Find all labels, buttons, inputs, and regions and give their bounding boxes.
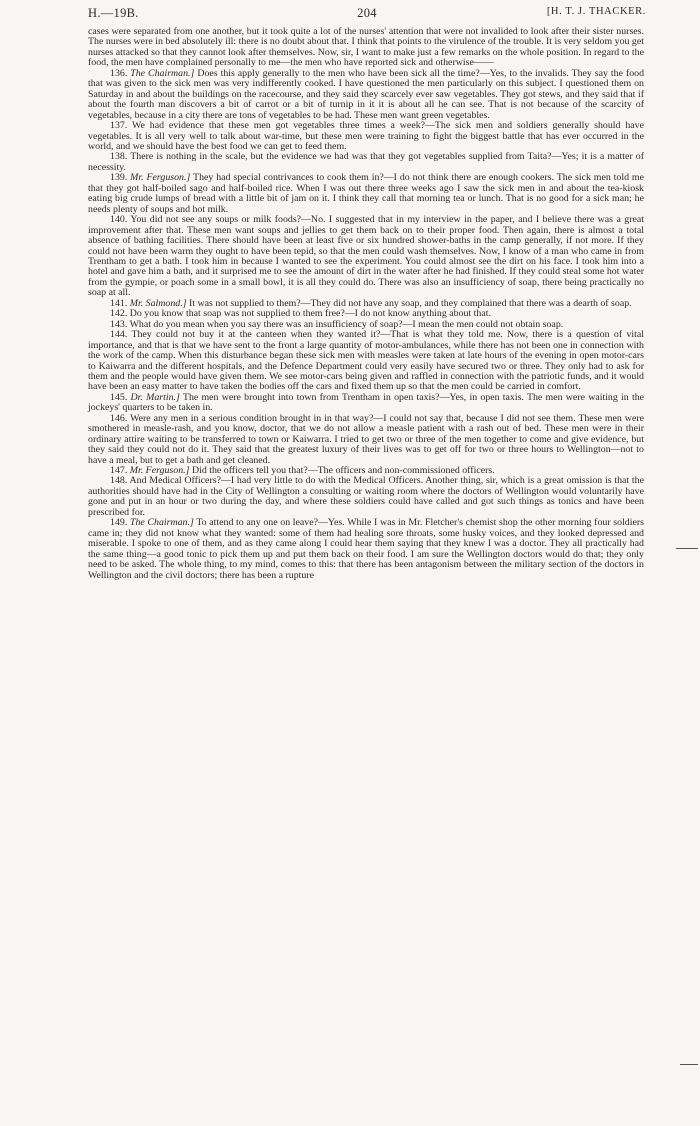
question-number: 146. [110, 412, 128, 424]
page-number: 204 [357, 6, 377, 20]
question-text: To attend to any one on leave?—Yes. While I was in Mr. Fletcher's chemist shop the other morning four soldiers came in; they did not know what they wanted: some of them had healing sore throats, some husky voices, and they looked depressed and miserable. I spoke to one of them, and as they came along I could hear them saying that they knew I was a doctor. They all practically had the same thing—a good tonic to pick them up and put them back on their food. I am sure the Wellington doctors would do that; they only need to be asked. The whole thing, to my mind, comes to this: that there has been antagonism between the military section of the doctors in Wellington and the civil doctors; there has been a rupture [88, 517, 645, 581]
question-number: 138. [110, 151, 128, 163]
question-text: There is nothing in the scale, but the evidence we had was that they got vegetables supplied from Taita?—Yes; it is a matter of necessity. [88, 151, 645, 173]
question-text: Were any men in a serious condition brought in in that way?—I could not say that, because I did not see them. These men were smothered in measle-rash, and you know, doctor, that we do not allow a measle patient with a rash out of bed. These men were in their ordinary attire waiting to be transferred to town or Kaiwarra. I tried to get two or three of the men together to come and give evidence, but they said they could not do it. They said that the greatest luxury of their lives was to get off for two or three hours to Wellington—not to have a meal, but to get a bath and get cleaned. [88, 412, 644, 466]
document-reference: H.—19B. [88, 6, 139, 20]
question-number: 147. [110, 465, 128, 477]
question-140 [88, 215, 644, 299]
speaker: The Chairman.] [129, 517, 194, 529]
question-text: And Medical Officers?—I had very little to do with the Medical Officers. Another thing, sir, which is a great omission is that the authorities should have had in the City of Wellington a consulting or waiting room where the doctors of Wellington would voluntarily have gone and put in an hour or two during the day, and where these soldiers could have called and got such things as tonics and have been prescribed for. [88, 475, 644, 518]
question-number: 144. [110, 329, 128, 341]
question-text: Did the officers tell you that?—The officers and non-commissioned officers. [191, 465, 495, 477]
question-text: We had evidence that these men got vegetables three times a week?—The sick men and soldiers generally should have vegetables. It is all very well to talk about war-time, but these men were training to fight the biggest battle that has ever occurred in the world, and we should have the best food we can get to feed them. [88, 120, 644, 152]
question-number: 145. [110, 391, 128, 403]
speaker: Mr. Ferguson.] [130, 172, 191, 184]
speaker: Dr. Martin.] [130, 391, 180, 403]
question-number: 140. [110, 214, 128, 226]
question-text: It was not supplied to them?—They did not have any soap, and they complained that there was a dearth of soap. [189, 297, 632, 309]
question-number: 141. [110, 297, 128, 309]
question-number: 139. [110, 172, 128, 184]
speaker: Mr. Ferguson.] [129, 465, 190, 477]
margin-mark [680, 1064, 698, 1065]
speaker: Mr. Salmond.] [129, 297, 187, 309]
question-146 [88, 414, 644, 466]
question-text: Does this apply generally to the men who have been sick all the time?—Yes, to the invalids. They say the food that was given to the sick men was very indifferently cooked. I have questioned the men particularly on this subject. I questioned them on Saturday in and about the buildings on the racecourse, and they said they scarcely ever saw vegetables. They got stews, and they said that if about the fourth man discovers a bit of carrot or a bit of turnip in it it is about all he can see. That is not because of the scarcity of vegetables, because in a city there are tons of vegetables to be had. These men want green vegetables. [88, 67, 645, 121]
question-number: 136. [110, 67, 128, 79]
question-text: You did not see any soups or milk foods?—No. I suggested that in my interview in the paper, and I believe there was a great improvement after that. These men want soups and jellies to get them back on to their proper food. Then again, there is almost a total absence of bathing facilities. There should have been at least five or six hundred shower-baths in the camp generally, if not more. If they could not have been warm they ought to have been tepid, so that the men could wash themselves. Now, I know of a man who came in from Trentham to get a bath. I took him in because I wanted to see the experiment. You could almost see the dirt on his face. I took him into a hotel and gave him a bath, and it surprised me to see the amount of dirt in the water after he had finished. If they could steal some hot water from the gympie, or poach some in a small bowl, it is all they could do. There was also an insufficiency of soap, there being practically no soap at all. [88, 214, 644, 299]
testimony-body [88, 27, 644, 581]
question-number: 137. [110, 120, 128, 132]
question-text: They had special contrivances to cook them in?—I do not think there are enough cookers. The sick men told me that they got half-boiled sago and half-boiled rice. When I was out there three weeks ago I saw the sick men in and about the tea-kiosk eating big crude lumps of bread with a little bit of jam on it. I think they call that morning tea or lunch. That is no good for a sick man; he needs plenty of soups and hot milk. [88, 172, 644, 215]
question-number: 149. [110, 517, 128, 529]
question-144 [88, 330, 644, 393]
question-text: They could not buy it at the canteen when they wanted it?—That is what they told me. Now, there is a question of vital importance, and that is that we have sent to the front a large quantity of motor-ambulances, while there has not been one in connection with the work of the camp. When this disturbance began these sick men with measles were taken at late hours of the evening in open motor-cars to Kaiwarra and the different hospitals, and the Defence Department could very easily have secured two or three. They only had to ask for them and the people would have given them. We see motor-cars being given and raffled in connection with the patriotic funds, and it would have been an easy matter to have taken the bodies off the cars and fixed them up so that the men could be carried in comfort. [88, 329, 644, 393]
question-136 [88, 69, 644, 121]
question-138 [88, 152, 644, 173]
witness-name: [H. T. J. THACKER. [546, 6, 646, 17]
question-text: What do you mean when you say there was an insufficiency of soap?—I mean the men could not obtain soap. [129, 318, 564, 330]
paragraph-continued: cases were separated from one another, but it took quite a lot of the nurses' attention that were not invalided to look after their sister nurses. The nurses were in bed absolutely ill: there is no doubt about that. I think that points to the virulence of the trouble. It is very seldom you get nurses attacked so that they cannot look after themselves. Now, sir, I want to make just a few remarks on the whole position. In regard to the food, the men have complained personally to me—the men who have reported sick and otherwise—— [88, 26, 644, 69]
question-139 [88, 173, 644, 215]
question-145 [88, 393, 644, 414]
margin-mark [676, 548, 698, 549]
question-149 [88, 518, 644, 581]
question-text: The men were brought into town from Trentham in open taxis?—Yes, in open taxis. The men were waiting in the jockeys' quarters to be taken in. [88, 391, 645, 414]
question-148 [88, 476, 644, 518]
question-text: Do you know that soap was not supplied to them free?—I do not know anything about that. [129, 308, 491, 320]
question-number: 143. [110, 318, 128, 330]
page-header [88, 6, 646, 22]
speaker: The Chairman.] [130, 67, 195, 79]
question-number: 148. [110, 475, 128, 487]
question-137 [88, 121, 644, 152]
question-number: 142. [110, 308, 128, 320]
